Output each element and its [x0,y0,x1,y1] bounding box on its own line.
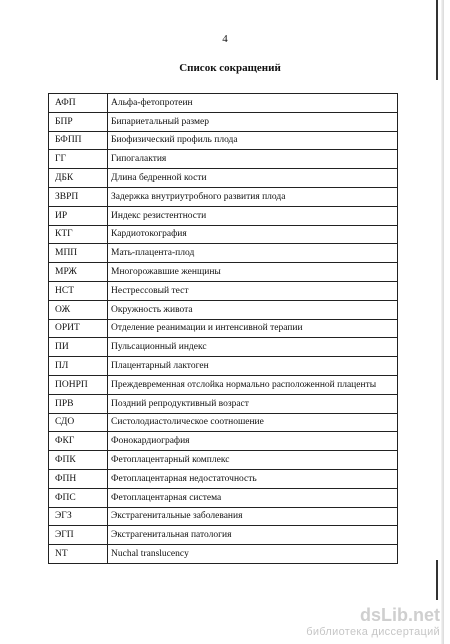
table-row [49,375,398,394]
table-row [49,150,398,169]
table-row [49,225,398,244]
abbreviation-definition: Кардиотокография [108,225,398,244]
abbreviation-code: ФПС [49,488,108,507]
table-row [49,281,398,300]
abbreviation-definition: Гипогалактия [108,150,398,169]
abbreviation-code: ФПК [49,451,108,470]
table-row [49,319,398,338]
abbreviation-code: ЭГП [49,526,108,545]
abbreviation-code: ФПН [49,469,108,488]
watermark-subtitle: библиотека диссертаций [306,626,440,638]
abbreviation-code: ДБК [49,169,108,188]
abbreviation-code: NT [49,545,108,564]
abbreviation-definition: Отделение реанимации и интенсивной терапии [108,319,398,338]
scan-edge-mark [436,560,438,600]
abbreviation-definition: Систолодиастолическое соотношение [108,413,398,432]
table-row [49,394,398,413]
abbreviation-code: ИР [49,206,108,225]
table-row [49,488,398,507]
abbreviation-definition: Многорожавшие женщины [108,263,398,282]
abbreviation-code: ПРВ [49,394,108,413]
scan-page-edge [441,0,444,644]
abbreviation-definition: Мать-плацента-плод [108,244,398,263]
table-row [49,112,398,131]
abbreviation-code: АФП [49,94,108,113]
table-row [49,545,398,564]
table-row [49,263,398,282]
abbreviation-definition: Фетоплацентарная недостаточность [108,469,398,488]
document-title: Список сокращений [179,62,281,74]
abbreviation-code: ОЖ [49,300,108,319]
table-row [49,169,398,188]
abbreviation-code: КТГ [49,225,108,244]
abbreviation-definition: Бипариетальный размер [108,112,398,131]
abbreviation-code: ПЛ [49,357,108,376]
abbreviation-code: БПР [49,112,108,131]
abbreviation-definition: Фонокардиография [108,432,398,451]
abbreviation-code: СДО [49,413,108,432]
abbreviation-definition: Биофизический профиль плода [108,131,398,150]
abbreviation-definition: Окружность живота [108,300,398,319]
abbreviation-definition: Поздний репродуктивный возраст [108,394,398,413]
abbreviation-definition: Фетоплацентарная система [108,488,398,507]
table-row [49,413,398,432]
table-row [49,432,398,451]
table-row [49,187,398,206]
abbreviation-code: МРЖ [49,263,108,282]
page-number: 4 [222,33,228,45]
abbreviation-definition: Преждевременная отслойка нормально расположенной плаценты [108,375,398,394]
abbreviation-definition: Индекс резистентности [108,206,398,225]
abbreviation-code: ФКГ [49,432,108,451]
table-row [49,300,398,319]
table-row [49,338,398,357]
abbreviation-definition: Nuchal translucency [108,545,398,564]
abbreviation-code: ЭГЗ [49,507,108,526]
abbreviation-definition: Задержка внутриутробного развития плода [108,187,398,206]
abbreviation-definition: Плацентарный лактоген [108,357,398,376]
watermark [306,605,440,638]
abbreviation-definition: Фетоплацентарный комплекс [108,451,398,470]
abbreviation-definition: Нестрессовый тест [108,281,398,300]
abbreviation-code: ГГ [49,150,108,169]
abbreviation-code: МПП [49,244,108,263]
table-row [49,244,398,263]
table-row [49,451,398,470]
abbreviations-table-body [49,94,398,564]
abbreviation-definition: Экстрагенитальные заболевания [108,507,398,526]
table-row [49,507,398,526]
abbreviation-code: НСТ [49,281,108,300]
table-row [49,469,398,488]
abbreviation-code: ОРИТ [49,319,108,338]
table-row [49,357,398,376]
abbreviation-definition: Пульсационный индекс [108,338,398,357]
abbreviation-code: БФПП [49,131,108,150]
abbreviation-code: ПОНРП [49,375,108,394]
abbreviation-code: ПИ [49,338,108,357]
abbreviations-table [48,93,398,564]
table-row [49,206,398,225]
abbreviation-definition: Экстрагенитальная патология [108,526,398,545]
scan-edge-mark [436,0,438,80]
abbreviation-code: ЗВРП [49,187,108,206]
watermark-logo: dsLib.net [360,605,440,625]
table-row [49,131,398,150]
table-row [49,526,398,545]
abbreviation-definition: Длина бедренной кости [108,169,398,188]
abbreviation-definition: Альфа-фетопротеин [108,94,398,113]
table-row [49,94,398,113]
